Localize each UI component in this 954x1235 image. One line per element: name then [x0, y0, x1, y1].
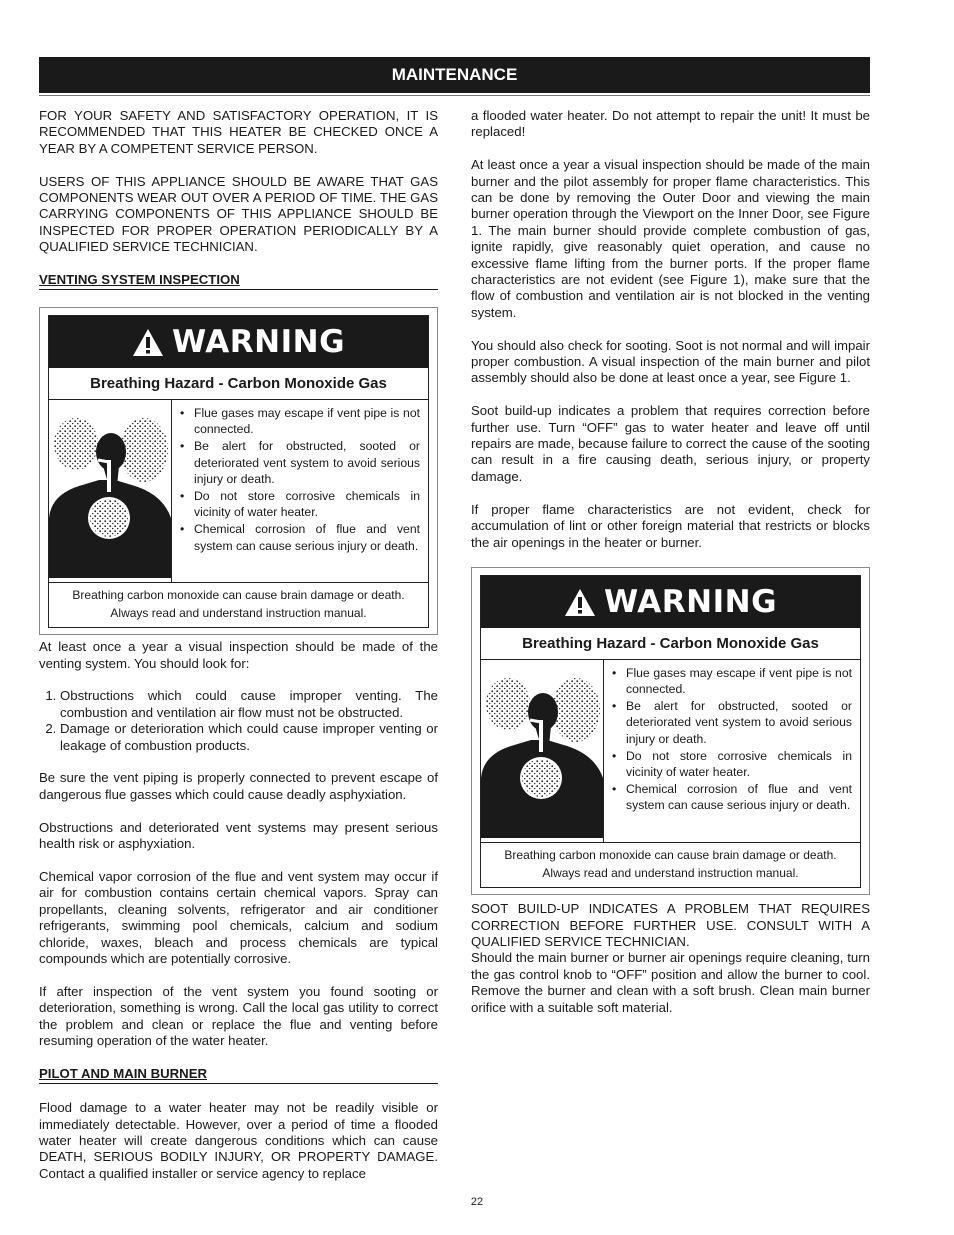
- right-column: [471, 108, 870, 1032]
- warning-subtitle: Breathing Hazard - Carbon Monoxide Gas: [481, 628, 860, 659]
- breathing-hazard-pictogram: [49, 400, 172, 582]
- section-header: [39, 57, 870, 93]
- warning-footer: Breathing carbon monoxide can cause brain damage or death. Always read and understand instruction manual.: [504, 848, 837, 880]
- warning-subtitle: Breathing Hazard - Carbon Monoxide Gas: [49, 368, 428, 399]
- page-number: 22: [470, 1196, 484, 1208]
- soot-caps-paragraph: SOOT BUILD-UP INDICATES A PROBLEM THAT REQUIRES CORRECTION BEFORE FURTHER USE. CONSULT WITH A QUALIFIED SERVICE TECHNICIAN.: [471, 901, 870, 949]
- flame-characteristics-paragraph: If proper flame characteristics are not evident, check for accumulation of lint or other foreign material that restricts or blocks the air openings in the heater or burner.: [471, 501, 870, 550]
- flooded-heater-paragraph: a flooded water heater. Do not attempt to repair the unit! It must be replaced!: [471, 108, 870, 140]
- warning-list: [172, 400, 428, 582]
- warning-box-left: [39, 307, 438, 635]
- warning-title: WARNING: [171, 324, 346, 361]
- list-item: 2. Damage or deterioration which could cause improper venting or leakage of combustion products.: [60, 721, 438, 754]
- warning-item: • Flue gases may escape if vent pipe is not connected.: [612, 665, 852, 697]
- warning-item: • Flue gases may escape if vent pipe is not connected.: [180, 405, 420, 437]
- flood-damage-paragraph: Flood damage to a water heater may not be readily visible or immediately detectable. However, over a period of time a flooded water heater will create dangerous conditions which can cause DEATH, SERIOUS BODILY INJURY, OR PROPERTY DAMAGE. Contact a qualified installer or service agency to replace: [39, 1100, 438, 1181]
- gas-components-paragraph: USERS OF THIS APPLIANCE SHOULD BE AWARE THAT GAS COMPONENTS WEAR OUT OVER A PERIOD OF TIME. THE GAS CARRYING COMPONENTS OF THIS APPLIANCE SHOULD BE INSPECTED FOR PROPER OPERATION PERIODICALLY BY A QUALIFIED SERVICE TECHNICIAN.: [39, 173, 438, 255]
- warning-item: • Be alert for obstructed, sooted or deteriorated vent system to avoid serious injury or death.: [612, 698, 852, 747]
- warning-triangle-icon: [132, 328, 164, 357]
- warning-footer: Breathing carbon monoxide can cause brain damage or death. Always read and understand instruction manual.: [72, 588, 405, 620]
- venting-heading: VENTING SYSTEM INSPECTION: [39, 272, 438, 290]
- safety-intro-paragraph: FOR YOUR SAFETY AND SATISFACTORY OPERATION, IT IS RECOMMENDED THAT THIS HEATER BE CHECKED ONCE A YEAR BY A COMPETENT SERVICE PERSON.: [39, 108, 438, 156]
- soot-buildup-paragraph: Soot build-up indicates a problem that requires correction before further use. Turn “OFF” gas to water heater and leave off until repairs are made, because failure to correct the cause of the sooting can result in a fire causing death, serious injury, or property damage.: [471, 403, 870, 484]
- breathing-hazard-pictogram: [481, 660, 604, 842]
- inspection-list: [39, 688, 438, 754]
- warning-item: • Do not store corrosive chemicals in vicinity of water heater.: [180, 488, 420, 520]
- header-rule: [39, 95, 870, 96]
- warning-item: • Chemical corrosion of flue and vent system can cause serious injury or death.: [180, 522, 420, 553]
- warning-triangle-icon: [564, 588, 596, 617]
- burner-inspection-paragraph: At least once a year a visual inspection should be made of the main burner and the pilot assembly for proper flame characteristics. This can be done by removing the Outer Door and viewing the main burner operation through the Viewport on the Inner Door, see Figure 1. The main burner should provide complete combustion of gas, ignite rapidly, give reasonably quiet operation, and cause no excessive flame lifting from the burner ports. If the proper flame characteristics are not evident (see Figure 1), make sure that the flow of combustion and ventilation air is not blocked in the venting system.: [471, 157, 870, 320]
- warning-item: • Do not store corrosive chemicals in vicinity of water heater.: [612, 748, 852, 780]
- warning-item: • Be alert for obstructed, sooted or deteriorated vent system to avoid serious injury or death.: [180, 439, 420, 487]
- warning-item: • Chemical corrosion of flue and vent system can cause serious injury or death.: [612, 781, 852, 813]
- sooting-check-paragraph: You should also check for sooting. Soot is not normal and will impair proper combustion. A visual inspection of the main burner and pilot assembly should also be done at least once a year, see Figure 1.: [471, 337, 870, 386]
- venting-inspection-paragraph: At least once a year a visual inspection should be made of the venting system. You should look for:: [39, 639, 438, 671]
- warning-title-bar: [49, 316, 428, 368]
- list-item: 1. Obstructions which could cause improper venting. The combustion and ventilation air flow must not be obstructed.: [60, 688, 438, 721]
- chemical-corrosion-paragraph: Chemical vapor corrosion of the flue and vent system may occur if air for combustion contains certain chemical vapors. Spray can propellants, cleaning solvents, refrigerator and air conditioner refrigerants, swimming pool chemicals, calcium and sodium chloride, waxes, bleach and process chemicals are typical compounds which are potentially corrosive.: [39, 868, 438, 966]
- vent-piping-paragraph: Be sure the vent piping is properly connected to prevent escape of dangerous flue gasses which could cause deadly asphyxiation.: [39, 770, 438, 802]
- burner-cleaning-paragraph: Should the main burner or burner air openings require cleaning, turn the gas control knob to “OFF” position and allow the burner to cool. Remove the burner and clean with a soft brush. Clean main burner orifice with a suitable soft material.: [471, 950, 870, 1015]
- section-title: MAINTENANCE: [391, 65, 518, 84]
- warning-box-right: [471, 567, 870, 895]
- left-column: [39, 108, 438, 1199]
- pilot-heading: PILOT AND MAIN BURNER: [39, 1066, 438, 1084]
- warning-list: [604, 660, 860, 842]
- obstructions-paragraph: Obstructions and deteriorated vent systems may present serious health risk or asphyxiation.: [39, 819, 438, 852]
- warning-title: WARNING: [603, 584, 778, 621]
- warning-title-bar: [481, 576, 860, 628]
- sooting-paragraph: If after inspection of the vent system you found sooting or deterioration, something is wrong. Call the local gas utility to correct the problem and clean or replace the flue and venting before resuming operation of the water heater.: [39, 983, 438, 1048]
